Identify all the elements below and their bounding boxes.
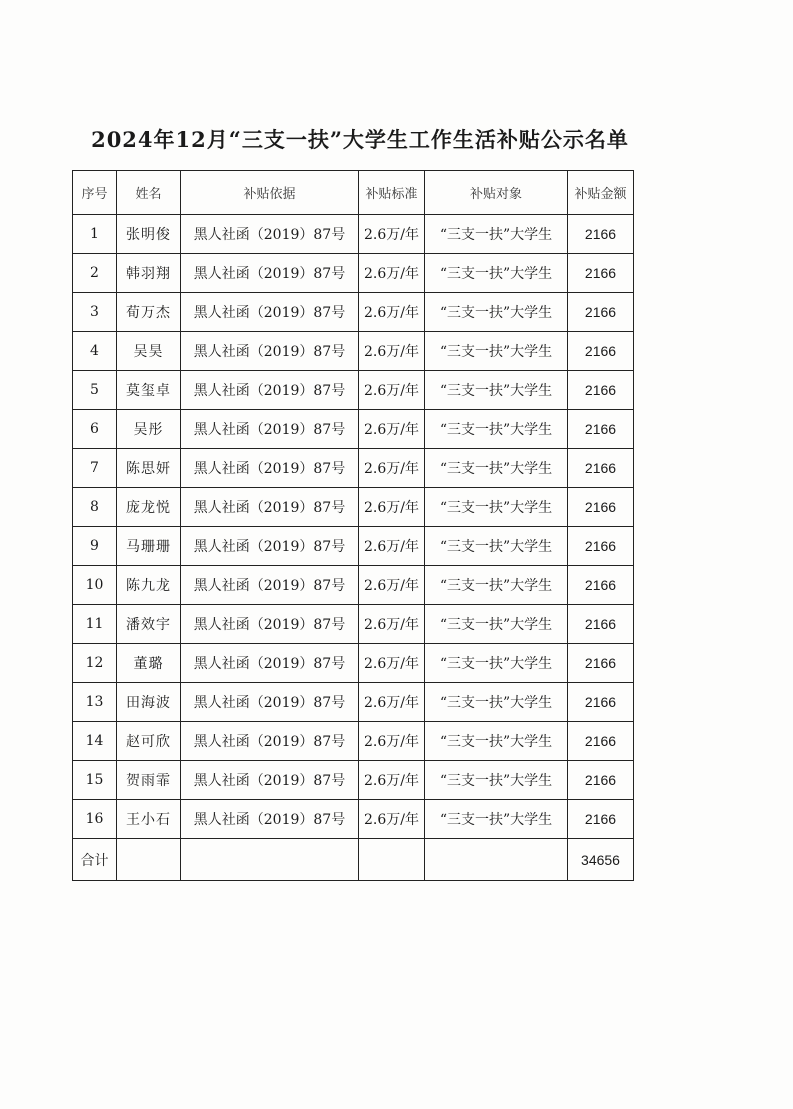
table-row xyxy=(73,332,634,371)
total-row xyxy=(73,839,634,881)
row-basis: 黑人社函（2019）87号 xyxy=(181,449,359,488)
row-basis: 黑人社函（2019）87号 xyxy=(181,488,359,527)
row-amount: 2166 xyxy=(568,683,634,722)
row-target: “三支一扶”大学生 xyxy=(425,605,568,644)
table-row xyxy=(73,566,634,605)
table-row xyxy=(73,215,634,254)
table-row xyxy=(73,800,634,839)
row-name: 荀万杰 xyxy=(117,293,181,332)
row-basis: 黑人社函（2019）87号 xyxy=(181,683,359,722)
row-seq: 12 xyxy=(73,644,117,683)
row-basis: 黑人社函（2019）87号 xyxy=(181,722,359,761)
row-amount: 2166 xyxy=(568,566,634,605)
row-basis: 黑人社函（2019）87号 xyxy=(181,761,359,800)
row-seq: 10 xyxy=(73,566,117,605)
row-amount: 2166 xyxy=(568,371,634,410)
row-target: “三支一扶”大学生 xyxy=(425,371,568,410)
row-basis: 黑人社函（2019）87号 xyxy=(181,371,359,410)
row-seq: 1 xyxy=(73,215,117,254)
row-name: 马珊珊 xyxy=(117,527,181,566)
row-basis: 黑人社函（2019）87号 xyxy=(181,254,359,293)
table-row xyxy=(73,488,634,527)
row-basis: 黑人社函（2019）87号 xyxy=(181,293,359,332)
total-empty-cell xyxy=(117,839,181,881)
total-empty-cell xyxy=(359,839,425,881)
row-target: “三支一扶”大学生 xyxy=(425,683,568,722)
total-empty-cell xyxy=(425,839,568,881)
row-seq: 16 xyxy=(73,800,117,839)
row-target: “三支一扶”大学生 xyxy=(425,722,568,761)
header-target: 补贴对象 xyxy=(425,171,568,215)
table-row xyxy=(73,722,634,761)
row-standard: 2.6万/年 xyxy=(359,254,425,293)
row-target: “三支一扶”大学生 xyxy=(425,644,568,683)
table-row xyxy=(73,410,634,449)
row-seq: 14 xyxy=(73,722,117,761)
row-target: “三支一扶”大学生 xyxy=(425,332,568,371)
row-name: 赵可欣 xyxy=(117,722,181,761)
row-name: 庞龙悦 xyxy=(117,488,181,527)
row-name: 王小石 xyxy=(117,800,181,839)
row-seq: 5 xyxy=(73,371,117,410)
table-row xyxy=(73,683,634,722)
row-amount: 2166 xyxy=(568,488,634,527)
table-row xyxy=(73,761,634,800)
table-row xyxy=(73,254,634,293)
row-seq: 7 xyxy=(73,449,117,488)
row-name: 张明俊 xyxy=(117,215,181,254)
row-standard: 2.6万/年 xyxy=(359,449,425,488)
row-name: 董璐 xyxy=(117,644,181,683)
row-seq: 11 xyxy=(73,605,117,644)
row-target: “三支一扶”大学生 xyxy=(425,800,568,839)
row-target: “三支一扶”大学生 xyxy=(425,527,568,566)
row-name: 吴昊 xyxy=(117,332,181,371)
row-amount: 2166 xyxy=(568,449,634,488)
header-seq: 序号 xyxy=(73,171,117,215)
row-standard: 2.6万/年 xyxy=(359,605,425,644)
table-row xyxy=(73,371,634,410)
table-row xyxy=(73,293,634,332)
row-basis: 黑人社函（2019）87号 xyxy=(181,215,359,254)
row-basis: 黑人社函（2019）87号 xyxy=(181,527,359,566)
row-target: “三支一扶”大学生 xyxy=(425,449,568,488)
row-name: 田海波 xyxy=(117,683,181,722)
row-amount: 2166 xyxy=(568,722,634,761)
row-standard: 2.6万/年 xyxy=(359,761,425,800)
row-target: “三支一扶”大学生 xyxy=(425,215,568,254)
row-standard: 2.6万/年 xyxy=(359,488,425,527)
row-target: “三支一扶”大学生 xyxy=(425,488,568,527)
row-standard: 2.6万/年 xyxy=(359,683,425,722)
row-standard: 2.6万/年 xyxy=(359,527,425,566)
row-amount: 2166 xyxy=(568,605,634,644)
row-name: 吴彤 xyxy=(117,410,181,449)
table-row xyxy=(73,527,634,566)
row-standard: 2.6万/年 xyxy=(359,722,425,761)
row-seq: 9 xyxy=(73,527,117,566)
row-standard: 2.6万/年 xyxy=(359,566,425,605)
row-amount: 2166 xyxy=(568,332,634,371)
row-standard: 2.6万/年 xyxy=(359,371,425,410)
row-amount: 2166 xyxy=(568,215,634,254)
row-standard: 2.6万/年 xyxy=(359,293,425,332)
row-seq: 2 xyxy=(73,254,117,293)
header-standard: 补贴标准 xyxy=(359,171,425,215)
row-amount: 2166 xyxy=(568,527,634,566)
subsidy-table xyxy=(72,170,634,881)
header-basis: 补贴依据 xyxy=(181,171,359,215)
row-basis: 黑人社函（2019）87号 xyxy=(181,644,359,683)
row-seq: 3 xyxy=(73,293,117,332)
row-seq: 6 xyxy=(73,410,117,449)
row-amount: 2166 xyxy=(568,293,634,332)
row-name: 陈思妍 xyxy=(117,449,181,488)
row-seq: 13 xyxy=(73,683,117,722)
header-amount: 补贴金额 xyxy=(568,171,634,215)
row-standard: 2.6万/年 xyxy=(359,332,425,371)
total-amount: 34656 xyxy=(568,839,634,881)
row-basis: 黑人社函（2019）87号 xyxy=(181,605,359,644)
table-header-row xyxy=(73,171,634,215)
row-basis: 黑人社函（2019）87号 xyxy=(181,332,359,371)
row-amount: 2166 xyxy=(568,254,634,293)
row-target: “三支一扶”大学生 xyxy=(425,410,568,449)
row-standard: 2.6万/年 xyxy=(359,644,425,683)
row-basis: 黑人社函（2019）87号 xyxy=(181,410,359,449)
table-row xyxy=(73,449,634,488)
row-standard: 2.6万/年 xyxy=(359,800,425,839)
row-amount: 2166 xyxy=(568,800,634,839)
table-row xyxy=(73,644,634,683)
row-name: 韩羽翔 xyxy=(117,254,181,293)
row-target: “三支一扶”大学生 xyxy=(425,566,568,605)
row-amount: 2166 xyxy=(568,644,634,683)
row-standard: 2.6万/年 xyxy=(359,410,425,449)
row-target: “三支一扶”大学生 xyxy=(425,761,568,800)
row-name: 潘效宇 xyxy=(117,605,181,644)
row-amount: 2166 xyxy=(568,410,634,449)
header-name: 姓名 xyxy=(117,171,181,215)
row-seq: 8 xyxy=(73,488,117,527)
row-target: “三支一扶”大学生 xyxy=(425,293,568,332)
total-empty-cell xyxy=(181,839,359,881)
table-row xyxy=(73,605,634,644)
table-body xyxy=(73,215,634,839)
row-seq: 15 xyxy=(73,761,117,800)
document-title: 2024年12月“三支一扶”大学生工作生活补贴公示名单 xyxy=(91,127,629,152)
row-name: 陈九龙 xyxy=(117,566,181,605)
row-standard: 2.6万/年 xyxy=(359,215,425,254)
row-name: 贺雨霏 xyxy=(117,761,181,800)
row-basis: 黑人社函（2019）87号 xyxy=(181,800,359,839)
row-name: 莫玺卓 xyxy=(117,371,181,410)
total-label: 合计 xyxy=(73,839,117,881)
row-amount: 2166 xyxy=(568,761,634,800)
row-seq: 4 xyxy=(73,332,117,371)
row-target: “三支一扶”大学生 xyxy=(425,254,568,293)
row-basis: 黑人社函（2019）87号 xyxy=(181,566,359,605)
